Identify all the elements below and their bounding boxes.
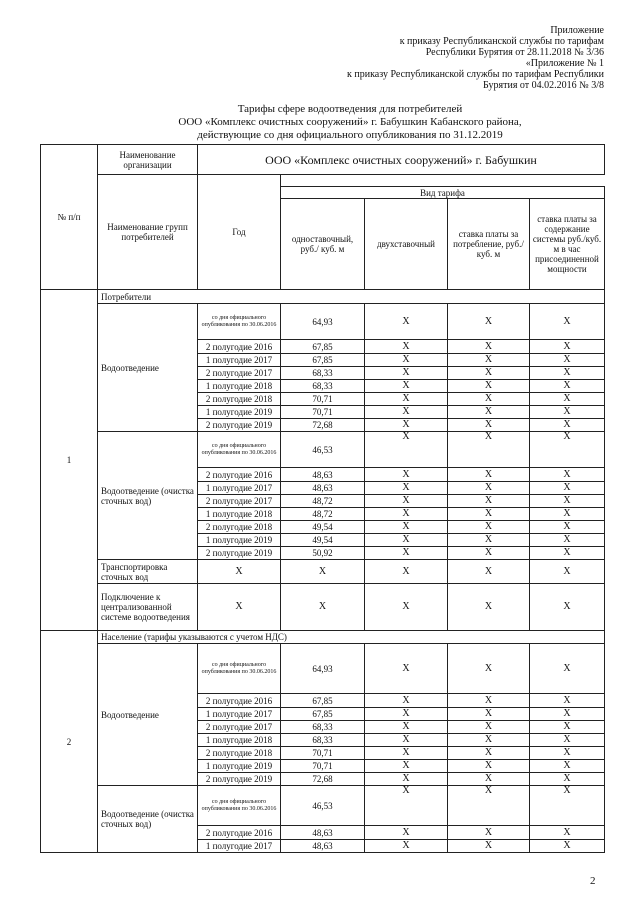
period-cell: со дня официального опубликования по 30.06.2016 xyxy=(198,304,281,340)
period-cell: 2 полугодие 2018 xyxy=(198,747,281,760)
table-row xyxy=(41,145,605,175)
period-cell: 2 полугодие 2016 xyxy=(198,468,281,482)
table-row xyxy=(41,584,605,631)
x-mark-cell: X xyxy=(365,380,448,393)
document-title xyxy=(0,103,640,142)
x-mark-cell: X xyxy=(448,367,530,380)
title-line: действующие со дня официального опубликования по 31.12.2019 xyxy=(197,129,503,141)
tariff-type-label: Вид тарифа xyxy=(281,187,605,199)
x-mark-cell: X xyxy=(530,708,605,721)
x-mark-cell: X xyxy=(530,468,605,482)
x-mark-cell: X xyxy=(198,560,281,584)
x-mark-cell: X xyxy=(530,826,605,840)
table-row xyxy=(41,304,605,340)
x-mark-cell: X xyxy=(530,495,605,508)
x-mark-cell: X xyxy=(365,721,448,734)
value-cell: 46,53 xyxy=(281,786,365,826)
x-mark-cell: X xyxy=(365,521,448,534)
x-mark-cell: X xyxy=(448,560,530,584)
value-cell: 67,85 xyxy=(281,708,365,721)
x-mark-cell: X xyxy=(281,560,365,584)
value-cell: 68,33 xyxy=(281,367,365,380)
x-mark-cell: X xyxy=(365,584,448,631)
value-cell: 48,72 xyxy=(281,495,365,508)
period-cell: 2 полугодие 2018 xyxy=(198,393,281,406)
x-mark-cell: X xyxy=(365,393,448,406)
x-mark-cell: X xyxy=(448,840,530,853)
x-mark-cell: X xyxy=(530,760,605,773)
x-mark-cell: X xyxy=(530,432,605,468)
transport-label: Транспортировка сточных вод xyxy=(98,560,198,584)
x-mark-cell: X xyxy=(448,534,530,547)
x-mark-cell: X xyxy=(530,644,605,694)
group-name: Водоотведение xyxy=(98,644,198,786)
period-cell: 1 полугодие 2019 xyxy=(198,406,281,419)
period-cell: 1 полугодие 2019 xyxy=(198,534,281,547)
x-mark-cell: X xyxy=(530,534,605,547)
value-cell: 50,92 xyxy=(281,547,365,560)
x-mark-cell: X xyxy=(448,786,530,826)
org-name: ООО «Комплекс очистных сооружений» г. Бабушкин xyxy=(198,145,605,175)
num-header: № п/п xyxy=(41,145,98,290)
value-cell: 64,93 xyxy=(281,304,365,340)
period-cell: 1 полугодие 2018 xyxy=(198,508,281,521)
x-mark-cell: X xyxy=(365,708,448,721)
header-line: Бурятия от 04.02.2016 № 3/8 xyxy=(483,80,604,91)
section-title: Потребители xyxy=(98,290,605,304)
value-cell: 68,33 xyxy=(281,734,365,747)
col-header-maintenance: ставка платы за содержание системы руб./куб. м в час присоединенной мощности xyxy=(530,199,605,290)
value-cell: 49,54 xyxy=(281,521,365,534)
period-cell: со дня официального опубликования по 30.06.2016 xyxy=(198,786,281,826)
x-mark-cell: X xyxy=(448,694,530,708)
x-mark-cell: X xyxy=(530,340,605,354)
period-cell: 2 полугодие 2019 xyxy=(198,773,281,786)
x-mark-cell: X xyxy=(365,840,448,853)
x-mark-cell: X xyxy=(448,432,530,468)
value-cell: 48,63 xyxy=(281,826,365,840)
x-mark-cell: X xyxy=(448,393,530,406)
header-block xyxy=(347,25,604,91)
period-cell: 1 полугодие 2018 xyxy=(198,734,281,747)
table-row xyxy=(41,786,605,826)
col-header-one-rate: одноставочный, руб./ куб. м xyxy=(281,199,365,290)
period-cell: 2 полугодие 2019 xyxy=(198,547,281,560)
x-mark-cell: X xyxy=(365,432,448,468)
x-mark-cell: X xyxy=(530,584,605,631)
value-cell: 49,54 xyxy=(281,534,365,547)
period-cell: 1 полугодие 2017 xyxy=(198,840,281,853)
connection-label: Подключение к централизованной системе водоотведения xyxy=(98,584,198,631)
period-cell: 2 полугодие 2016 xyxy=(198,826,281,840)
value-cell: 48,72 xyxy=(281,508,365,521)
period-cell: со дня официального опубликования по 30.06.2016 xyxy=(198,432,281,468)
x-mark-cell: X xyxy=(448,644,530,694)
title-line: Тарифы сфере водоотведения для потребителей xyxy=(237,103,463,115)
x-mark-cell: X xyxy=(530,747,605,760)
x-mark-cell: X xyxy=(365,304,448,340)
x-mark-cell: X xyxy=(365,495,448,508)
x-mark-cell: X xyxy=(530,508,605,521)
x-mark-cell: X xyxy=(530,419,605,432)
value-cell: 70,71 xyxy=(281,393,365,406)
x-mark-cell: X xyxy=(530,354,605,367)
tariff-table xyxy=(40,144,605,853)
x-mark-cell: X xyxy=(448,340,530,354)
x-mark-cell: X xyxy=(530,304,605,340)
value-cell: 46,53 xyxy=(281,432,365,468)
x-mark-cell: X xyxy=(365,482,448,495)
value-cell: 64,93 xyxy=(281,644,365,694)
x-mark-cell: X xyxy=(448,708,530,721)
x-mark-cell: X xyxy=(365,786,448,826)
x-mark-cell: X xyxy=(530,721,605,734)
x-mark-cell: X xyxy=(365,760,448,773)
x-mark-cell: X xyxy=(365,547,448,560)
x-mark-cell: X xyxy=(448,304,530,340)
x-mark-cell: X xyxy=(448,547,530,560)
x-mark-cell: X xyxy=(530,694,605,708)
x-mark-cell: X xyxy=(365,560,448,584)
group-label: Наименование групп потребителей xyxy=(98,175,198,290)
x-mark-cell: X xyxy=(365,534,448,547)
period-cell: 1 полугодие 2017 xyxy=(198,482,281,495)
period-cell: 2 полугодие 2017 xyxy=(198,367,281,380)
x-mark-cell: X xyxy=(365,826,448,840)
x-mark-cell: X xyxy=(448,747,530,760)
x-mark-cell: X xyxy=(448,468,530,482)
period-cell: 2 полугодие 2016 xyxy=(198,694,281,708)
x-mark-cell: X xyxy=(530,367,605,380)
x-mark-cell: X xyxy=(365,419,448,432)
header-line: Республики Бурятия от 28.11.2018 № 3/36 xyxy=(425,47,604,58)
value-cell: 68,33 xyxy=(281,721,365,734)
period-cell: 2 полугодие 2019 xyxy=(198,419,281,432)
x-mark-cell: X xyxy=(448,380,530,393)
x-mark-cell: X xyxy=(448,773,530,786)
x-mark-cell: X xyxy=(530,547,605,560)
table-row xyxy=(41,290,605,304)
x-mark-cell: X xyxy=(530,406,605,419)
header-line: к приказу Республиканской службы по тарифам Республики xyxy=(347,69,604,80)
x-mark-cell: X xyxy=(530,380,605,393)
value-cell: 72,68 xyxy=(281,419,365,432)
x-mark-cell: X xyxy=(365,367,448,380)
org-label: Наименование организации xyxy=(98,145,198,175)
x-mark-cell: X xyxy=(530,840,605,853)
title-line: ООО «Комплекс очистных сооружений» г. Бабушкин Кабанского района, xyxy=(178,116,522,128)
section-number: 1 xyxy=(41,290,98,631)
period-cell: 2 полугодие 2018 xyxy=(198,521,281,534)
group-name: Водоотведение (очистка сточных вод) xyxy=(98,432,198,560)
value-cell: 67,85 xyxy=(281,694,365,708)
value-cell: 67,85 xyxy=(281,340,365,354)
value-cell: 48,63 xyxy=(281,482,365,495)
value-cell: 70,71 xyxy=(281,760,365,773)
group-name: Водоотведение xyxy=(98,304,198,432)
table-row xyxy=(41,644,605,694)
x-mark-cell: X xyxy=(365,354,448,367)
x-mark-cell: X xyxy=(530,560,605,584)
x-mark-cell: X xyxy=(448,495,530,508)
x-mark-cell: X xyxy=(448,419,530,432)
period-cell: 1 полугодие 2019 xyxy=(198,760,281,773)
x-mark-cell: X xyxy=(530,734,605,747)
table-row xyxy=(41,560,605,584)
value-cell: 70,71 xyxy=(281,406,365,419)
period-cell: 2 полугодие 2016 xyxy=(198,340,281,354)
x-mark-cell: X xyxy=(281,584,365,631)
value-cell: 67,85 xyxy=(281,354,365,367)
x-mark-cell: X xyxy=(448,760,530,773)
value-cell: 68,33 xyxy=(281,380,365,393)
x-mark-cell: X xyxy=(448,354,530,367)
table-row xyxy=(41,432,605,468)
page-number: 2 xyxy=(590,875,596,887)
x-mark-cell: X xyxy=(365,747,448,760)
x-mark-cell: X xyxy=(448,721,530,734)
x-mark-cell: X xyxy=(365,406,448,419)
x-mark-cell: X xyxy=(448,521,530,534)
group-name: Водоотведение (очистка сточных вод) xyxy=(98,786,198,853)
x-mark-cell: X xyxy=(365,508,448,521)
x-mark-cell: X xyxy=(530,773,605,786)
header-line: «Приложение № 1 xyxy=(525,58,604,69)
table-row xyxy=(41,175,605,187)
x-mark-cell: X xyxy=(365,773,448,786)
value-cell: 48,63 xyxy=(281,840,365,853)
section-number: 2 xyxy=(41,631,98,853)
period-cell: 2 полугодие 2017 xyxy=(198,721,281,734)
section-title: Население (тарифы указываются с учетом НДС) xyxy=(98,631,605,644)
x-mark-cell: X xyxy=(448,584,530,631)
table-row xyxy=(41,631,605,644)
x-mark-cell: X xyxy=(365,468,448,482)
x-mark-cell: X xyxy=(530,786,605,826)
year-label: Год xyxy=(198,175,281,290)
value-cell: 72,68 xyxy=(281,773,365,786)
x-mark-cell: X xyxy=(365,694,448,708)
header-line: Приложение xyxy=(550,25,604,36)
header-line: к приказу Республиканской службы по тарифам xyxy=(399,36,604,47)
period-cell: 1 полугодие 2017 xyxy=(198,708,281,721)
x-mark-cell: X xyxy=(530,482,605,495)
x-mark-cell: X xyxy=(448,406,530,419)
x-mark-cell: X xyxy=(448,826,530,840)
value-cell: 48,63 xyxy=(281,468,365,482)
period-cell: 1 полугодие 2017 xyxy=(198,354,281,367)
col-header-consumption: ставка платы за потребление, руб./ куб. м xyxy=(448,199,530,290)
value-cell: 70,71 xyxy=(281,747,365,760)
period-cell: 1 полугодие 2018 xyxy=(198,380,281,393)
x-mark-cell: X xyxy=(530,521,605,534)
col-header-two-rate: двухставочный xyxy=(365,199,448,290)
x-mark-cell: X xyxy=(198,584,281,631)
x-mark-cell: X xyxy=(448,508,530,521)
x-mark-cell: X xyxy=(448,734,530,747)
x-mark-cell: X xyxy=(530,393,605,406)
x-mark-cell: X xyxy=(365,340,448,354)
period-cell: со дня официального опубликования по 30.06.2016 xyxy=(198,644,281,694)
x-mark-cell: X xyxy=(365,734,448,747)
x-mark-cell: X xyxy=(365,644,448,694)
period-cell: 2 полугодие 2017 xyxy=(198,495,281,508)
x-mark-cell: X xyxy=(448,482,530,495)
